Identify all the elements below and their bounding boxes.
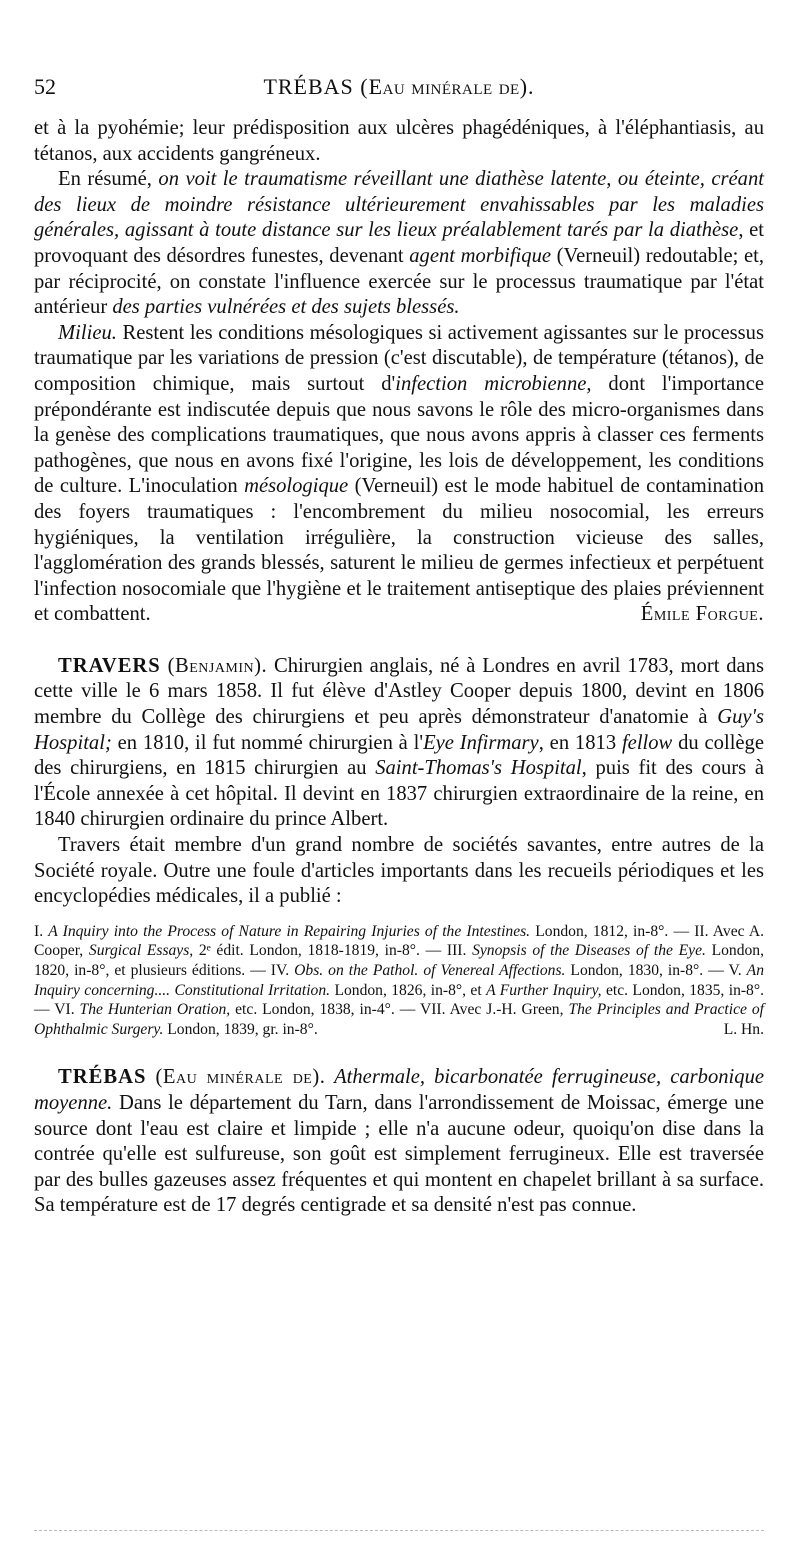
text-span: Chirurgien anglais, né à Londres en avril 1783, mort dans cette ville le 6 mars 1858. Il fut élève d'Astley Cooper depuis 1800, devint en 1806 membre du Collège des chirurgiens et peu après démonstrateur d'anatomie à [34, 654, 764, 729]
italic-span: The Principles and Practice of Ophthalmic Surgery. [34, 1001, 765, 1038]
text-span: Dans le département du Tarn, dans l'arrondissement de Moissac, émerge une source dont l'eau est claire et limpide ; elle n'a aucune odeur, quoiqu'on dise dans la contrée qu'elle est sulfureuse, son goût est simplement ferrugineux. Elle est traversée par des bulles gazeuses assez fréquentes et qui montent en chapelet brillant à sa surface. Sa température est de 17 degrés centigrade et sa densité n'est pas connue. [34, 1091, 764, 1217]
article-headword: TRÉBAS [58, 1066, 147, 1089]
italic-span: fellow [621, 731, 673, 754]
text-span: etc. London, 1838, in-4°. — VII. Avec J.-H. Green, [230, 1001, 569, 1019]
italic-span: des parties vulnérées et des sujets blessés. [112, 296, 460, 319]
italic-span: Surgical Essays, [88, 942, 194, 960]
text-span: , en 1813 [538, 731, 622, 754]
text-span: (Verneuil) redoutable; et, par réciprocité, on constate l'influence exercée sur le processus traumatique par l'état antérieur [34, 244, 765, 319]
italic-span: infection microbienne [395, 372, 587, 395]
article-headword: TRAVERS [58, 654, 161, 677]
italic-span: mésologique [244, 475, 349, 498]
text-span: London, 1839, gr. in-8°. [163, 1020, 318, 1038]
italic-span: Obs. on the Pathol. of Venereal Affections. [294, 962, 566, 979]
text-span: London, 1812, in-8°. — II. Avec A. Cooper, [34, 922, 764, 960]
running-title-main: TRÉBAS ( [263, 74, 369, 99]
page-bottom-rule [34, 1530, 764, 1533]
article-trebas [34, 1065, 764, 1219]
italic-span: Saint-Thomas's Hospital [375, 757, 582, 780]
running-title [34, 74, 764, 100]
text-span: en 1810, il fut nommé chirurgien à l' [111, 731, 424, 754]
text-span: London, 1820, in-8°, et plusieurs éditions. — IV. [34, 942, 764, 979]
italic-span: on voit le traumatisme réveillant une diathèse latente, ou éteinte, créant des lieux de moindre résistance ultérieurement envahissables par les maladies générales, agissant à toute distance sur les lieux préalablement tarés par la diathèse [34, 168, 765, 242]
paragraph-resume [34, 167, 764, 321]
page-number: 52 [34, 74, 56, 99]
italic-span: Athermale, bicarbonatée ferrugineuse, carbonique moyenne. [34, 1066, 765, 1114]
page-body [34, 116, 764, 1219]
text-span: , puis fit des cours à l'École annexée à cet hôpital. Il devint en 1837 chirurgien extraordinaire de la reine, en 1840 chirurgien ordinaire du prince Albert. [34, 757, 764, 831]
headword-qualifier: (Eau minérale de). [155, 1066, 326, 1089]
text-span: Restent les conditions mésologiques si activement agissantes sur le processus traumatique par les variations de pression (c'est discutable), de température (tétanos), de composition chimique, mais surtout d' [34, 321, 764, 395]
text-span: , et provoquant des désordres funestes, devenant [34, 219, 764, 267]
author-signature-forgue: Émile Forgue. [640, 603, 764, 626]
italic-span: A Inquiry into the Process of Nature in Repairing Injuries of the Intestines. [48, 922, 531, 940]
paragraph-pyohemie: et à la pyohémie; leur prédisposition aux ulcères phagédéniques, à l'éléphantiasis, au tétanos, aux accidents gangréneux. [34, 117, 764, 165]
text-span: I. [34, 922, 49, 940]
italic-span: Milieu. [58, 321, 117, 344]
italic-span: The Hunterian Oration, [79, 1001, 231, 1019]
author-signature-hn: L. Hn. [723, 1020, 764, 1038]
italic-span: Guy's Hospital; [34, 706, 764, 754]
italic-span: agent morbifique [409, 244, 552, 267]
paragraph-milieu [34, 321, 764, 628]
running-header [34, 74, 764, 106]
running-title-end: ). [519, 74, 535, 99]
text-span: 2ᵉ édit. London, 1818-1819, in-8°. — III. [193, 942, 473, 960]
italic-span: An Inquiry concerning.... Constitutional Irritation. [34, 962, 764, 999]
text-span: London, 1826, in-8°, et [330, 981, 487, 999]
headword-firstname: (Benjamin). [167, 654, 268, 677]
text-span: London, 1830, in-8°. — V. [565, 962, 747, 979]
running-title-smallcaps: Eau minérale de [368, 74, 520, 99]
text-span: En résumé, [58, 168, 159, 191]
italic-span: Synopsis of the Diseases of the Eye. [472, 942, 706, 960]
text-span: etc. London, 1835, in-8°. — VI. [34, 981, 764, 1019]
bibliography-travers [34, 922, 764, 1040]
italic-span: Eye Infirmary [423, 731, 539, 754]
paragraph-travers-societes: Travers était membre d'un grand nombre de sociétés savantes, entre autres de la Société royale. Outre une foule d'articles importants dans les recueils périodiques et les encyclopédies médicales, il a publié : [34, 834, 764, 908]
text-span: (Verneuil) est le mode habituel de contamination des foyers traumatiques : l'encombrement du milieu nosocomial, les erreurs hygiéniques, la ventilation irrégulière, la construction vicieuse des salles, l'agglomération des grands blessés, saturent le milieu de germes infectieux et perpétuent l'infection nosocomiale que l'hygiène et le traitement antiseptique des plaies préviennent et combattent. [34, 475, 764, 626]
italic-span: A Further Inquiry, [486, 981, 602, 999]
text-span: , dont l'importance prépondérante est indiscutée depuis que nous savons le rôle des micro-organismes dans la genèse des complications traumatiques, que nous avons appris à classer ces ferments pathogènes, que nous en avons fixé l'origine, les lois de développement, les conditions de culture. L'inoculation [34, 372, 764, 498]
text-span: du collège des chirurgiens, en 1815 chirurgien au [34, 731, 764, 780]
article-travers [34, 654, 764, 833]
